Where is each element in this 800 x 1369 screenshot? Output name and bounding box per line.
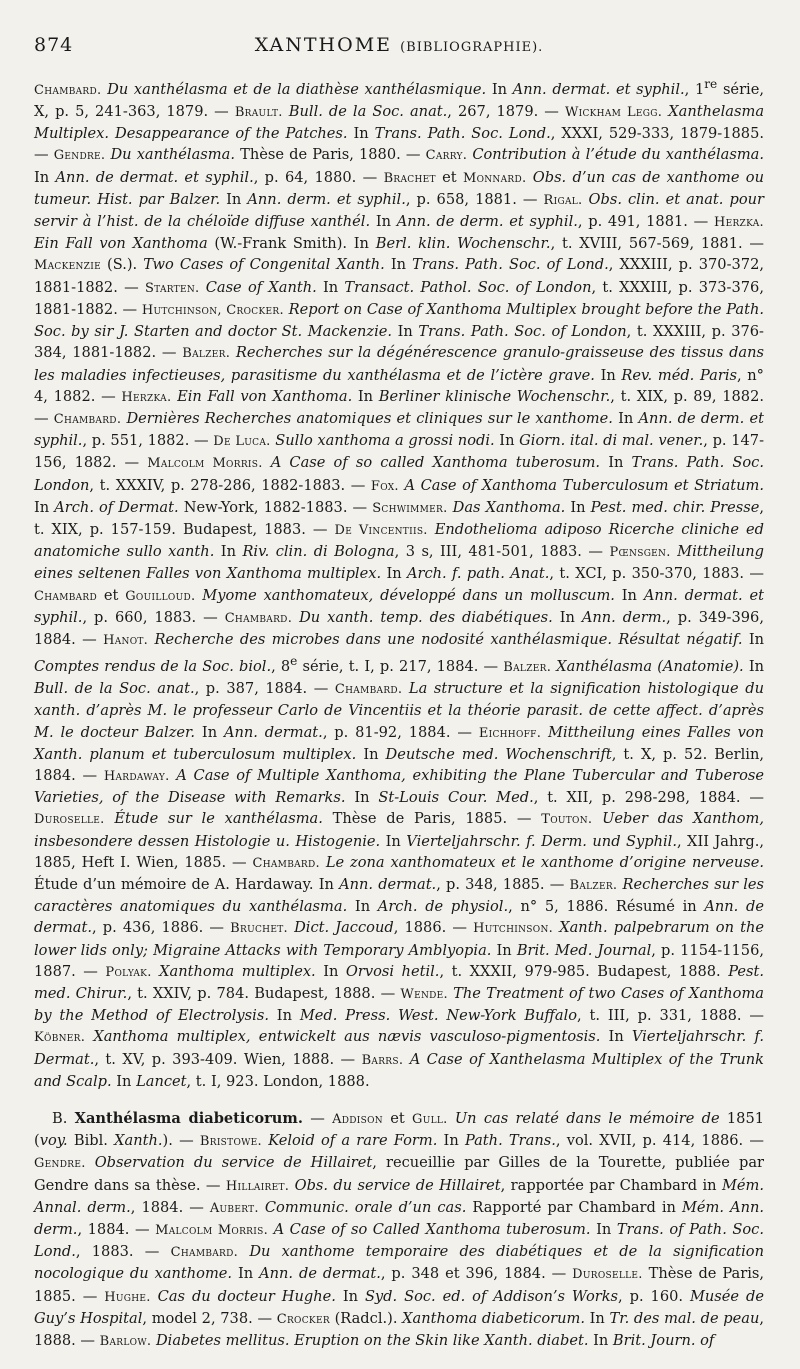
running-head: [34, 34, 764, 56]
running-head-subtitle: (BIBLIOGRAPHIE).: [400, 40, 544, 55]
bibliography-section-a: Chambard. Du xanthélasma et de la diathèse xanthélasmique. In Ann. dermat. et syphil., 1re série, X, p. 5, 241-363, 1879. — Brault. Bull. de la Soc. anat., 267, 1879. — Wickham Legg. Xanthelasma Multiplex. Desappearance of the Patches. In Trans. Path. Soc. Lond., XXXI, 529-333, 1879-1885. — Gendre. Du xanthélasma. Thèse de Paris, 1880. — Carry. Contribution à l’étude du xanthélasma. In Ann. de dermat. et syphil., p. 64, 1880. — Brachet et Monnard. Obs. d’un cas de xanthome ou tumeur. Hist. par Balzer. In Ann. derm. et syphil., p. 658, 1881. — Rigal. Obs. clin. et anat. pour servir à l’hist. de la chéloïde diffuse xanthél. In Ann. de derm. et syphil., p. 491, 1881. — Herzka. Ein Fall von Xanthoma (W.-Frank Smith). In Berl. klin. Wochenschr., t. XVIII, 567-569, 1881. — Mackenzie (S.). Two Cases of Congenital Xanth. In Trans. Path. Soc. of Lond., XXXIII, p. 370-372, 1881-1882. — Starten. Case of Xanth. In Transact. Pathol. Soc. of London, t. XXXIII, p. 373-376, 1881-1882. — Hutchinson, Crocker. Report on Case of Xanthoma Multiplex brought before the Path. Soc. by sir J. Starten and doctor St. Mackenzie. In Trans. Path. Soc. of London, t. XXXIII, p. 376-384, 1881-1882. — Balzer. Recherches sur la dégénérescence granulo-graisseuse des tissus dans les maladies infectieuses, parasitisme du xanthélasma et de l’ictère grave. In Rev. méd. Paris, n° 4, 1882. — Herzka. Ein Fall von Xanthoma. In Berliner klinische Wochenschr., t. XIX, p. 89, 1882. — Chambard. Dernières Recherches anatomiques et cliniques sur le xanthome. In Ann. de derm. et syphil., p. 551, 1882. — De Luca. Sullo xanthoma a grossi nodi. In Giorn. ital. di mal. vener., p. 147-156, 1882. — Malcolm Morris. A Case of so called Xanthoma tuberosum. In Trans. Path. Soc. London, t. XXXIV, p. 278-286, 1882-1883. — Fox. A Case of Xanthoma Tuberculosum et Striatum. In Arch. of Dermat. New-York, 1882-1883. — Schwimmer. Das Xanthoma. In Pest. med. chir. Presse, t. XIX, p. 157-159. Budapest, 1883. — De Vincentiis. Endothelioma adiposo Ricerche cliniche ed anatomiche sullo xanth. In Riv. clin. di Bologna, 3 s, III, 481-501, 1883. — Pœnsgen. Mittheilung eines seltenen Falles von Xanthoma multiplex. In Arch. f. path. Anat., t. XCI, p. 350-370, 1883. — Chambard et Gouilloud. Myome xanthomateux, développé dans un molluscum. In Ann. dermat. et syphil., p. 660, 1883. — Chambard. Du xanth. temp. des diabétiques. In Ann. derm., p. 349-396, 1884. — Hanot. Recherche des microbes dans une nodosité xanthélasmique. Résultat négatif. In Comptes rendus de la Soc. biol., 8e série, t. I, p. 217, 1884. — Balzer. Xanthélasma (Anatomie). In Bull. de la Soc. anat., p. 387, 1884. — Chambard. La structure et la signification histologique du xanth. d’après M. le professeur Carlo de Vincentiis et la théorie parasit. de cette affect. d’après M. le docteur Balzer. In Ann. dermat., p. 81-92, 1884. — Eichhoff. Mittheilung eines Falles von Xanth. planum et tuberculosum multiplex. In Deutsche med. Wochenschrift, t. X, p. 52. Berlin, 1884. — Hardaway. A Case of Multiple Xanthoma, exhibiting the Plane Tubercular and Tuberose Varieties, of the Disease with Remarks. In St-Louis Cour. Med., t. XII, p. 298-298, 1884. — Duroselle. Étude sur le xanthélasma. Thèse de Paris, 1885. — Touton. Ueber das Xanthom, insbesondere dessen Histologie u. Histogenie. In Vierteljahrschr. f. Derm. und Syphil., XII Jahrg., 1885, Heft I. Wien, 1885. — Chambard. Le zona xanthomateux et le xanthome d’origine nerveuse. Étude d’un mémoire de A. Hardaway. In Ann. dermat., p. 348, 1885. — Balzer. Recherches sur les caractères anatomiques du xanthélasma. In Arch. de physiol., n° 5, 1886. Résumé in Ann. de dermat., p. 436, 1886. — Bruchet. Dict. Jaccoud, 1886. — Hutchinson. Xanth. palpebrarum on the lower lids only; Migraine Attacks with Temporary Amblyopia. In Brit. Med. Journal, p. 1154-1156, 1887. — Polyak. Xanthoma multiplex. In Orvosi hetil., t. XXXII, 979-985. Budapest, 1888. Pest. med. Chirur., t. XXIV, p. 784. Budapest, 1888. — Wende. The Treatment of two Cases of Xanthoma by the Method of Electrolysis. In Med. Press. West. New-York Buffalo, t. III, p. 331, 1888. — Köbner. Xanthoma multiplex, entwickelt aus nævis vasculoso-pigmentosis. In Vierteljahrschr. f. Dermat., t. XV, p. 393-409. Wien, 1888. — Barrs. A Case of Xanthelasma Multiplex of the Trunk and Scalp. In Lancet, t. I, 923. London, 1888.: [34, 77, 765, 1090]
bibliography-section-b: B. Xanthélasma diabeticorum. — Addison et Gull. Un cas relaté dans le mémoire de 1851 (voy. Bibl. Xanth.). — Bristowe. Keloid of a rare Form. In Path. Trans., vol. XVII, p. 414, 1886. — Gendre. Observation du service de Hillairet, recueillie par Gilles de la Tourette, publiée par Gendre dans sa thèse. — Hillairet. Obs. du service de Hillairet, rapportée par Chambard in Mém. Annal. derm., 1884. — Aubert. Communic. orale d’un cas. Rapporté par Chambard in Mém. Ann. derm., 1884. — Malcolm Morris. A Case of so Called Xanthoma tuberosum. In Trans. of Path. Soc. Lond., 1883. — Chambard. Du xanthome temporaire des diabétiques et de la signification nocologique du xanthome. In Ann. de dermat., p. 348 et 396, 1884. — Duroselle. Thèse de Paris, 1885. — Hughe. Cas du docteur Hughe. In Syd. Soc. ed. of Addison’s Works, p. 160. Musée de Guy’s Hospital, model 2, 738. — Crocker (Radcl.). Xanthoma diabeticorum. In Tr. des mal. de peau, 1888. — Barlow. Diabetes mellitus. Eruption on the Skin like Xanth. diabet. In Brit. Journ. of: [34, 1110, 765, 1350]
page-header: [34, 34, 764, 64]
running-head-title: XANTHOME: [254, 34, 393, 56]
page-number: 874: [34, 34, 74, 56]
